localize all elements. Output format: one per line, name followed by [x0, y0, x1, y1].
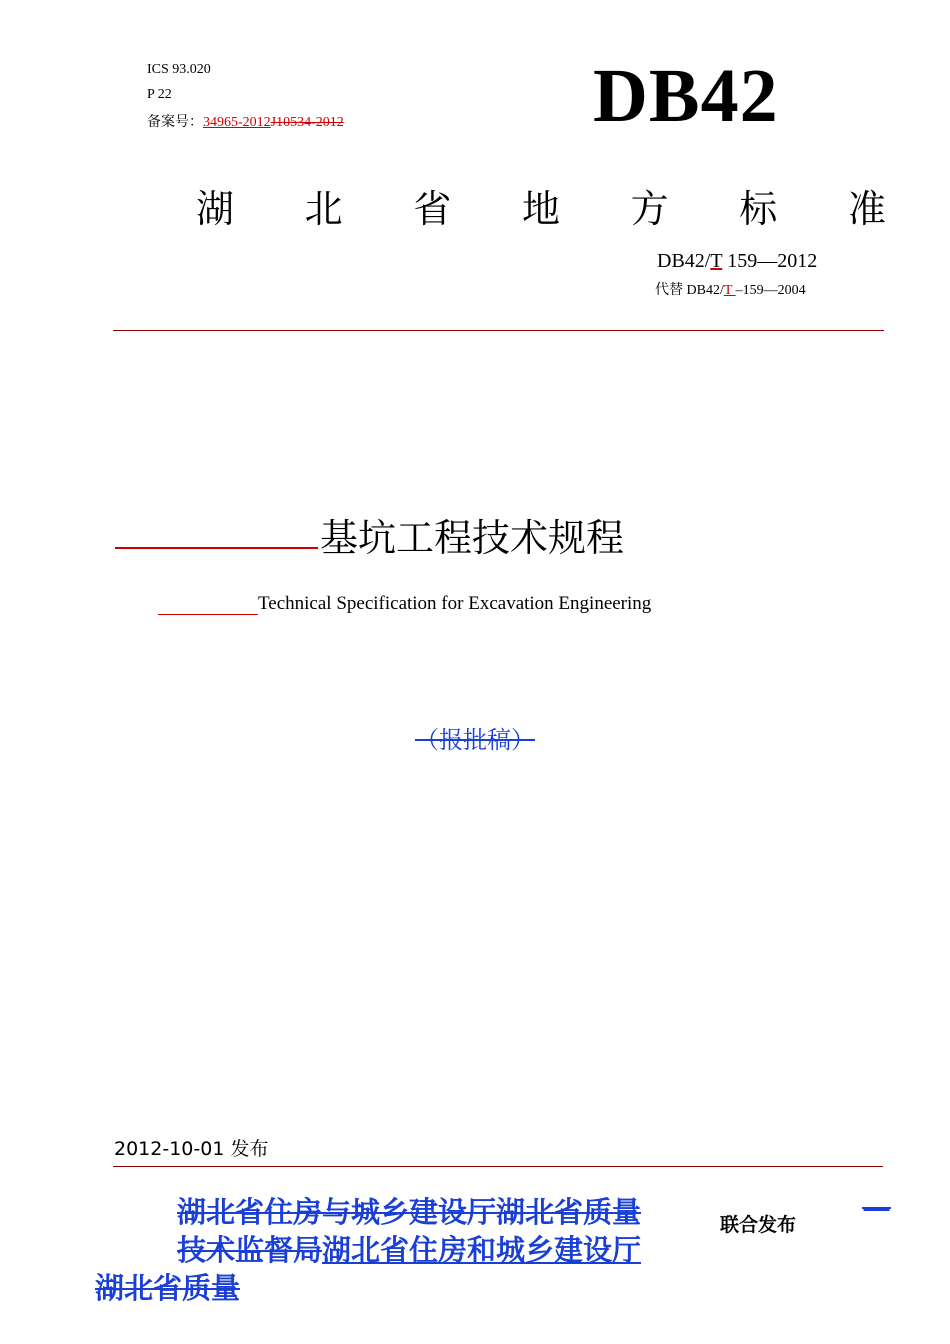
issuer-struck: 技术监督局 [177, 1233, 323, 1267]
ics-code: ICS 93.020 [147, 62, 211, 77]
title-char: 北 [304, 187, 343, 231]
title-char: 湖 [196, 187, 235, 231]
title-english: Technical Specification for Excavation Engineering [258, 593, 652, 614]
title-en-leader-line [158, 614, 258, 615]
title-char: 方 [630, 187, 669, 231]
title-char: 准 [847, 187, 886, 231]
draft-note: （报批稿） [415, 726, 535, 754]
publish-date: 2012-10-01 发布 [114, 1138, 269, 1160]
classification-code: P 22 [147, 87, 172, 102]
title-char: 地 [521, 187, 560, 231]
standard-number-prefix: DB42/ [657, 250, 711, 272]
record-label: 备案号： [147, 114, 203, 130]
joint-issue-label: 联合发布 [710, 1200, 860, 1242]
issuer-line-1: 湖北省住房与城乡建设厅湖北省质量 [177, 1195, 642, 1229]
issuer-line-1-tail: — [862, 1190, 891, 1224]
footer-divider [113, 1166, 883, 1167]
header-divider [113, 330, 884, 331]
issuer-line-3: 湖北省质量 [95, 1271, 241, 1305]
title-cn-leader-line [115, 547, 318, 549]
title-char: 省 [413, 187, 452, 231]
standard-code: DB42 [593, 54, 779, 138]
standard-number [657, 250, 817, 273]
standard-number-rest: 159—2012 [722, 250, 818, 272]
replaces-number [655, 279, 806, 299]
title-chinese: 基坑工程技术规程 [320, 516, 625, 560]
replaces-prefix: 代替 DB42/ [655, 283, 724, 298]
issuer-underlined: 湖北省住房和城乡建设厅 [322, 1233, 642, 1267]
standard-number-t: T [710, 250, 723, 272]
standard-type-title [196, 178, 886, 233]
replaces-rest: –159—2004 [735, 283, 806, 298]
record-value-deleted: J10534-2012 [270, 115, 344, 130]
record-number [147, 111, 379, 131]
replaces-t: T [723, 283, 736, 298]
title-char: 标 [739, 187, 778, 231]
record-value-inserted: 34965-2012 [203, 115, 271, 130]
